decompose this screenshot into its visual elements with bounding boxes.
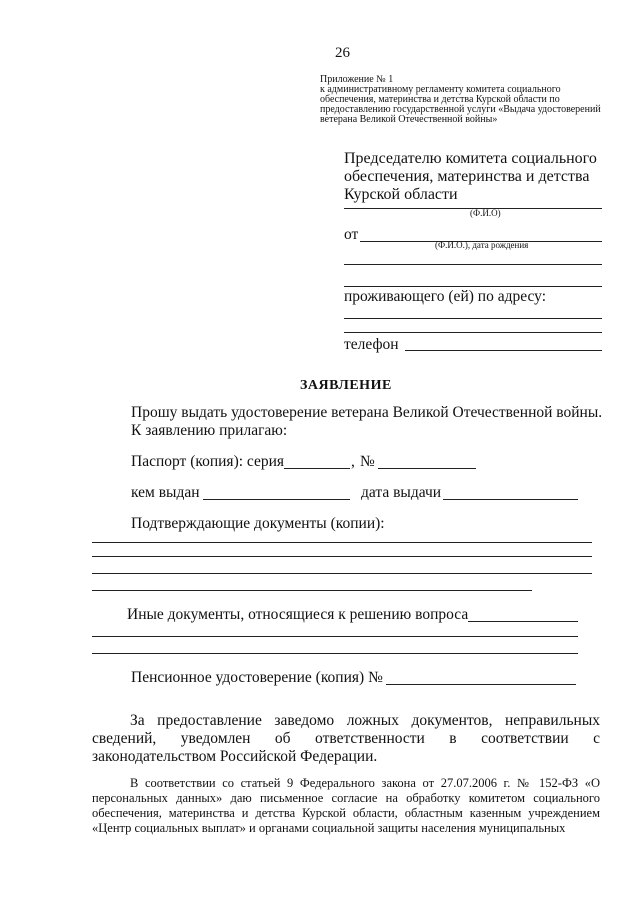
appendix-line: ветерана Великой Отечественной войны» — [320, 114, 498, 125]
appendix-line: обеспечения, материнства и детства Курской области по — [320, 94, 560, 105]
address-line-1[interactable] — [344, 318, 602, 319]
pension-number-line[interactable] — [386, 684, 576, 685]
confirming-docs-line-1[interactable] — [92, 542, 592, 543]
other-docs-line-2[interactable] — [92, 653, 578, 654]
other-docs-line-inline[interactable] — [468, 621, 578, 622]
from-line-3[interactable] — [344, 286, 602, 287]
appendix-line: предоставлению государственной услуги «Выдача удостоверений — [320, 104, 601, 115]
other-docs-line-1[interactable] — [92, 636, 578, 637]
passport-number-label: № — [360, 453, 375, 470]
issue-date-line[interactable] — [443, 499, 578, 500]
consent-paragraph: В соответствии со статьей 9 Федерального закона от 27.07.2006 г. № 152-ФЗ «О персональных данных» даю письменное согласие на обработку комитетом социального обеспечения, материнства и детства Курской области, областным казенным учреждением «Центр социальных выплат» и органами социальной защиты населения муниципальных — [92, 776, 600, 835]
address-line-2[interactable] — [344, 332, 602, 333]
addressee-line: Курской области — [344, 186, 458, 203]
issued-by-label: кем выдан — [131, 484, 200, 501]
passport-label: Паспорт (копия): серия — [131, 453, 285, 470]
from-hint: (Ф.И.О.), дата рождения — [435, 240, 529, 250]
confirming-docs-line-2[interactable] — [92, 556, 592, 557]
appendix-line: к административному регламенту комитета социального — [320, 84, 561, 95]
request-line-1: Прошу выдать удостоверение ветерана Великой Отечественной войны. — [131, 404, 603, 421]
warning-paragraph: За предоставление заведомо ложных документов, неправильных сведений, уведомлен об ответственности в соответствии с законодательством Российской Федерации. — [92, 712, 600, 765]
phone-label: телефон — [344, 336, 399, 353]
other-docs-label: Иные документы, относящиеся к решению вопроса — [127, 606, 469, 623]
addressee-block — [344, 150, 597, 204]
confirming-docs-line-3[interactable] — [92, 573, 592, 574]
appendix-block — [320, 75, 601, 125]
document-title: ЗАЯВЛЕНИЕ — [300, 378, 392, 393]
passport-series-line[interactable] — [284, 468, 350, 469]
issued-by-line[interactable] — [203, 499, 350, 500]
page-number: 26 — [335, 45, 350, 61]
from-line-2[interactable] — [344, 264, 602, 265]
from-label: от — [344, 226, 359, 243]
residing-label: проживающего (ей) по адресу: — [344, 288, 546, 305]
confirming-docs-line-4[interactable] — [92, 590, 532, 591]
confirming-docs-label: Подтверждающие документы (копии): — [131, 515, 385, 532]
addressee-line: Председателю комитета социального — [344, 150, 597, 167]
issue-date-label: дата выдачи — [361, 484, 442, 501]
passport-number-line[interactable] — [378, 468, 476, 469]
addressee-line: обеспечения, материнства и детства — [344, 168, 590, 185]
request-line-2: К заявлению прилагаю: — [131, 422, 288, 439]
pension-label: Пенсионное удостоверение (копия) № — [131, 669, 383, 686]
passport-comma: , — [351, 453, 355, 470]
phone-line[interactable] — [405, 350, 602, 351]
appendix-title: Приложение № 1 — [320, 74, 394, 85]
fio-hint: (Ф.И.О) — [470, 208, 501, 218]
